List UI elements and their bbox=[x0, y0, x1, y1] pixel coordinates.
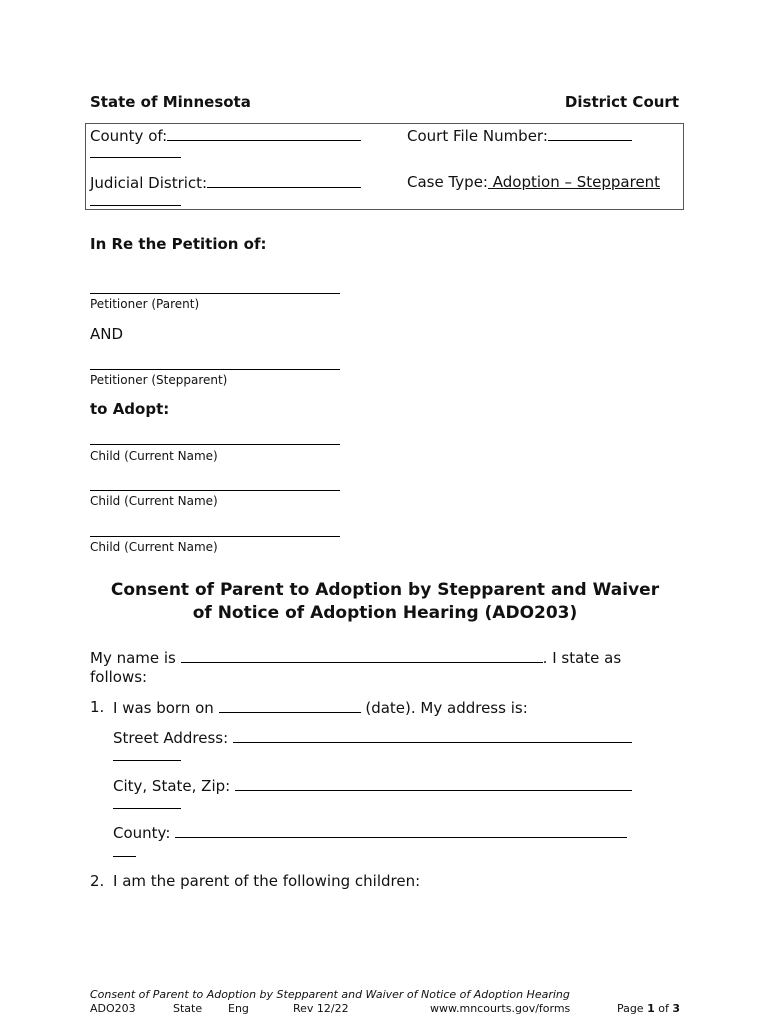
child-1-field[interactable] bbox=[90, 444, 340, 445]
street-address-field[interactable] bbox=[233, 728, 632, 743]
date-address-label: (date). My address is: bbox=[365, 699, 528, 717]
petitioner-parent-caption: Petitioner (Parent) bbox=[90, 297, 200, 311]
child-1-caption: Child (Current Name) bbox=[90, 449, 218, 463]
city-state-zip-field-continuation[interactable] bbox=[113, 808, 181, 809]
street-address-label: Street Address: bbox=[113, 729, 229, 747]
judicial-district-label: Judicial District: bbox=[90, 174, 208, 192]
judicial-district-row bbox=[90, 173, 361, 192]
case-type-label: Case Type: bbox=[407, 173, 488, 191]
footer-website: www.mncourts.gov/forms bbox=[430, 1002, 571, 1015]
city-state-zip-field[interactable] bbox=[235, 776, 632, 791]
child-2-caption: Child (Current Name) bbox=[90, 494, 218, 508]
footer-revision: Rev 12/22 bbox=[293, 1002, 349, 1015]
street-row bbox=[113, 728, 632, 747]
item-1-number: 1. bbox=[90, 698, 105, 716]
document-title-line-2: of Notice of Adoption Hearing (ADO203) bbox=[192, 603, 578, 623]
born-on-label: I was born on bbox=[113, 699, 214, 717]
petitioner-stepparent-field[interactable] bbox=[90, 369, 340, 370]
my-name-field[interactable] bbox=[181, 648, 543, 663]
court-heading: District Court bbox=[564, 93, 679, 111]
street-address-field-continuation[interactable] bbox=[113, 760, 181, 761]
footer-jurisdiction: State bbox=[173, 1002, 203, 1015]
state-heading: State of Minnesota bbox=[90, 93, 251, 111]
page-word: Page bbox=[616, 1002, 644, 1015]
case-type-row bbox=[407, 173, 660, 191]
child-3-caption: Child (Current Name) bbox=[90, 540, 218, 554]
county-address-field-continuation[interactable] bbox=[113, 856, 136, 857]
item-2-number: 2. bbox=[90, 872, 105, 890]
county-label: County of: bbox=[90, 127, 168, 145]
page-total: 3 bbox=[672, 1002, 680, 1015]
document-title-line-1: Consent of Parent to Adoption by Stepparent and Waiver bbox=[110, 580, 660, 600]
birth-date-field[interactable] bbox=[219, 698, 361, 713]
child-2-field[interactable] bbox=[90, 490, 340, 491]
county-field-continuation[interactable] bbox=[90, 157, 181, 158]
petitioner-stepparent-caption: Petitioner (Stepparent) bbox=[90, 373, 228, 387]
county-address-label: County: bbox=[113, 824, 171, 842]
footer-form-code: ADO203 bbox=[90, 1002, 136, 1015]
footer-page-number bbox=[617, 1002, 680, 1015]
page-of: of bbox=[658, 1002, 669, 1015]
in-re-heading: In Re the Petition of: bbox=[90, 235, 267, 253]
county-address-field[interactable] bbox=[175, 823, 627, 838]
i-state-as-label: . I state as bbox=[542, 649, 622, 667]
and-label: AND bbox=[90, 325, 124, 343]
footer-form-title: Consent of Parent to Adoption by Stepparent and Waiver of Notice of Adoption Hearing bbox=[90, 988, 570, 1001]
county-address-row bbox=[113, 823, 627, 842]
judicial-district-field-continuation[interactable] bbox=[90, 205, 181, 206]
county-field[interactable] bbox=[167, 126, 361, 141]
to-adopt-heading: to Adopt: bbox=[90, 400, 170, 418]
my-name-row bbox=[90, 648, 621, 667]
child-3-field[interactable] bbox=[90, 536, 340, 537]
judicial-district-field[interactable] bbox=[207, 173, 361, 188]
petitioner-parent-field[interactable] bbox=[90, 293, 340, 294]
follows-label: follows: bbox=[90, 668, 148, 686]
city-row bbox=[113, 776, 632, 795]
court-file-number-field[interactable] bbox=[548, 126, 632, 141]
footer-language: Eng bbox=[228, 1002, 249, 1015]
county-row bbox=[90, 126, 361, 145]
my-name-label: My name is bbox=[90, 649, 176, 667]
page-current: 1 bbox=[647, 1002, 655, 1015]
case-type-value: Adoption – Stepparent bbox=[487, 173, 661, 191]
item-2-text: I am the parent of the following children: bbox=[113, 872, 421, 890]
court-file-label: Court File Number: bbox=[407, 127, 548, 145]
city-state-zip-label: City, State, Zip: bbox=[113, 777, 231, 795]
court-file-row bbox=[407, 126, 632, 145]
item-1-row bbox=[113, 698, 528, 717]
